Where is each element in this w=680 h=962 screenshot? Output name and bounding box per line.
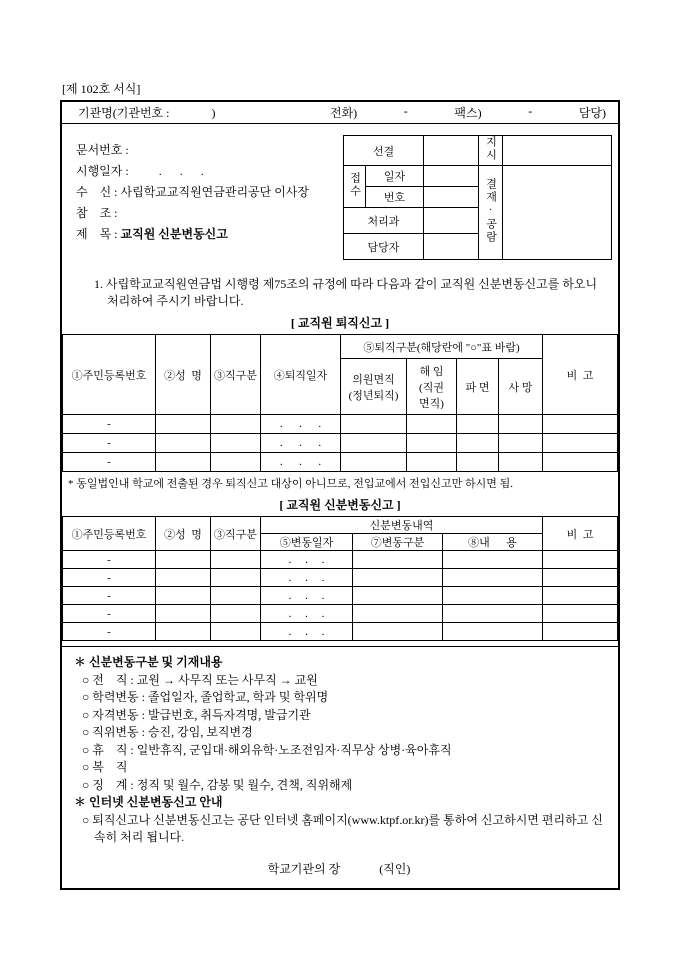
change-date-cell: . . . bbox=[261, 569, 353, 587]
prior-approval-label: 선결 bbox=[344, 136, 424, 166]
reference-line: 참 조 : bbox=[76, 206, 118, 220]
change-row bbox=[63, 551, 618, 569]
dismissal-cell bbox=[407, 434, 457, 453]
remarks-cell bbox=[543, 453, 618, 472]
fax-value: - bbox=[528, 104, 533, 118]
voluntary-resign-line1: 의원면직 bbox=[352, 373, 395, 386]
officer-cell bbox=[424, 234, 479, 260]
change-date-cell: . . . bbox=[261, 587, 353, 605]
discharge-cell bbox=[457, 434, 499, 453]
ssn-cell: - bbox=[63, 434, 156, 453]
receipt-label-cell bbox=[344, 166, 366, 208]
org-header-row bbox=[62, 102, 618, 124]
ssn-cell: - bbox=[63, 415, 156, 434]
change-content-cell bbox=[443, 551, 543, 569]
name-cell bbox=[156, 551, 211, 569]
receipt-number-label: 번호 bbox=[366, 187, 424, 208]
ssn-cell: - bbox=[63, 569, 156, 587]
jobtype-cell bbox=[211, 569, 261, 587]
col-header-ssn: ①주민등록번호 bbox=[63, 335, 156, 415]
subject-label: 제 목 : bbox=[76, 227, 121, 241]
name-cell bbox=[156, 453, 211, 472]
jobtype-cell bbox=[211, 623, 261, 641]
subject-value: 교직원 신분변동신고 bbox=[120, 227, 228, 241]
dismissal-cell bbox=[407, 415, 457, 434]
dismissal-line3: 면직) bbox=[419, 397, 444, 410]
ssn-cell: - bbox=[63, 623, 156, 641]
ssn-cell: - bbox=[63, 551, 156, 569]
jobtype-cell bbox=[211, 587, 261, 605]
change-content-cell bbox=[443, 605, 543, 623]
remarks-cell bbox=[543, 415, 618, 434]
officer-label: 담당자 bbox=[344, 234, 424, 260]
col-header-dismissal bbox=[407, 359, 457, 415]
directive-label-cell bbox=[479, 136, 503, 166]
change-type-cell bbox=[353, 587, 443, 605]
jobtype-cell bbox=[211, 453, 261, 472]
note-item: ○ 직위변동 : 승진, 강임, 보직변경 bbox=[82, 725, 253, 739]
voluntary-cell bbox=[341, 415, 407, 434]
death-cell bbox=[499, 453, 543, 472]
voluntary-cell bbox=[341, 434, 407, 453]
col-header-ssn: ①주민등록번호 bbox=[63, 517, 156, 551]
form-border-box bbox=[60, 100, 620, 890]
change-row bbox=[63, 587, 618, 605]
name-cell bbox=[156, 587, 211, 605]
name-cell bbox=[156, 434, 211, 453]
approval-routing-box bbox=[343, 135, 612, 260]
change-table-title: [ 교직원 신분변동신고 ] bbox=[279, 498, 401, 512]
tel-value: - bbox=[403, 104, 408, 118]
prior-approval-cell bbox=[424, 136, 479, 166]
notes-section bbox=[62, 646, 618, 878]
doc-number-line: 문서번호 : bbox=[76, 143, 129, 157]
retire-date-cell: . . . bbox=[261, 453, 341, 472]
change-type-cell bbox=[353, 569, 443, 587]
col-header-change-content: ⑧내 용 bbox=[443, 534, 543, 551]
col-header-discharge: 파 면 bbox=[457, 359, 499, 415]
retire-table bbox=[62, 334, 618, 472]
col-header-change-date: ⑤변동일자 bbox=[261, 534, 353, 551]
name-cell bbox=[156, 415, 211, 434]
notes-title-internet-guide: ✽ 인터넷 신분변동신고 안내 bbox=[74, 795, 223, 809]
col-header-voluntary-resign bbox=[341, 359, 407, 415]
name-cell bbox=[156, 605, 211, 623]
jobtype-cell bbox=[211, 551, 261, 569]
receipt-number-cell bbox=[424, 187, 479, 208]
remarks-cell bbox=[543, 551, 618, 569]
directive-cell bbox=[503, 136, 612, 166]
change-row bbox=[63, 569, 618, 587]
notes-title-change-types: ✽ 신분변동구분 및 기재내용 bbox=[74, 655, 223, 669]
note-item: ○ 휴 직 : 일반휴직, 군입대·해외유학·노조전임자·직무상 상병·육아휴직 bbox=[82, 742, 452, 757]
change-date-cell: . . . bbox=[261, 551, 353, 569]
retire-row bbox=[63, 434, 618, 453]
change-type-cell bbox=[353, 605, 443, 623]
col-header-jobtype: ③직구분 bbox=[211, 517, 261, 551]
remarks-cell bbox=[543, 587, 618, 605]
tel-label: 전화) bbox=[330, 106, 358, 120]
change-content-cell bbox=[443, 569, 543, 587]
retire-footnote: * 동일법인내 학교에 전출된 경우 퇴직신고 대상이 아니므로, 전입교에서 전입신고만 하시면 됨. bbox=[68, 478, 514, 490]
remarks-cell bbox=[543, 623, 618, 641]
signature-line bbox=[74, 861, 604, 879]
note-item: ○ 복 직 bbox=[82, 760, 128, 774]
voluntary-resign-line2: (정년퇴직) bbox=[348, 389, 399, 402]
retire-date-cell: . . . bbox=[261, 415, 341, 434]
retire-table-title: [ 교직원 퇴직신고 ] bbox=[290, 316, 390, 330]
org-name-field: 기관명(기관번호 : ) bbox=[78, 106, 216, 120]
change-row bbox=[63, 605, 618, 623]
dismissal-cell bbox=[407, 453, 457, 472]
death-cell bbox=[499, 415, 543, 434]
processing-dept-label: 처리과 bbox=[344, 208, 424, 234]
signature-area bbox=[503, 166, 612, 260]
col-header-retire-date: ④퇴직일자 bbox=[261, 335, 341, 415]
receipt-date-label: 일자 bbox=[366, 166, 424, 187]
receipt-date-cell bbox=[424, 166, 479, 187]
seal-placeholder: (직인) bbox=[379, 861, 411, 876]
note-item: ○ 전 직 : 교원 → 사무직 또는 사무직 → 교원 bbox=[82, 672, 318, 687]
retire-row bbox=[63, 415, 618, 434]
ssn-cell: - bbox=[63, 587, 156, 605]
retire-date-cell: . . . bbox=[261, 434, 341, 453]
col-header-change-type: ⑦변동구분 bbox=[353, 534, 443, 551]
ssn-cell: - bbox=[63, 453, 156, 472]
note-item: ○ 자격변동 : 발급번호, 취득자격명, 발급기관 bbox=[82, 707, 311, 722]
ssn-cell: - bbox=[63, 605, 156, 623]
directive-label: 지시 bbox=[484, 136, 497, 162]
jobtype-cell bbox=[211, 605, 261, 623]
col-header-retire-type-group: ⑤퇴직구분(해당란에 "○"표 바람) bbox=[341, 335, 543, 359]
change-type-cell bbox=[353, 623, 443, 641]
approval-circulation-label: 결재·공람 bbox=[484, 178, 497, 244]
remarks-cell bbox=[543, 569, 618, 587]
jobtype-cell bbox=[211, 415, 261, 434]
change-date-cell: . . . bbox=[261, 623, 353, 641]
death-cell bbox=[499, 434, 543, 453]
name-cell bbox=[156, 569, 211, 587]
col-header-jobtype: ③직구분 bbox=[211, 335, 261, 415]
change-content-cell bbox=[443, 587, 543, 605]
recipient-line: 수 신 : 사립학교교직원연금관리공단 이사장 bbox=[76, 185, 309, 199]
note-item: ○ 징 계 : 정직 및 월수, 감봉 및 월수, 견책, 직위해제 bbox=[82, 777, 353, 792]
discharge-cell bbox=[457, 415, 499, 434]
change-row bbox=[63, 623, 618, 641]
name-cell bbox=[156, 623, 211, 641]
doc-info-section bbox=[62, 124, 618, 264]
col-header-name: ②성 명 bbox=[156, 517, 211, 551]
contact-label: 담당) bbox=[578, 106, 606, 120]
remarks-cell bbox=[543, 605, 618, 623]
jobtype-cell bbox=[211, 434, 261, 453]
dismissal-line2: (직권 bbox=[419, 381, 444, 394]
change-date-cell: . . . bbox=[261, 605, 353, 623]
processing-dept-cell bbox=[424, 208, 479, 234]
col-header-remarks: 비 고 bbox=[543, 517, 618, 551]
remarks-cell bbox=[543, 434, 618, 453]
change-content-cell bbox=[443, 623, 543, 641]
change-type-cell bbox=[353, 551, 443, 569]
retire-row bbox=[63, 453, 618, 472]
receipt-label: 접수 bbox=[348, 172, 361, 198]
discharge-cell bbox=[457, 453, 499, 472]
intro-paragraph: 1. 사립학교교직원연금법 시행령 제75조의 규정에 따라 다음과 같이 교직원 신분변동신고를 하오니 처리하여 주시기 바랍니다. bbox=[94, 277, 598, 308]
doc-date-line: 시행일자 : . . . bbox=[76, 164, 204, 178]
col-header-death: 사 망 bbox=[499, 359, 543, 415]
col-header-remarks: 비 고 bbox=[543, 335, 618, 415]
form-number-label: [제 102호 서식] bbox=[62, 82, 141, 96]
fax-label: 팩스) bbox=[454, 106, 482, 120]
change-table bbox=[62, 516, 618, 641]
col-header-change-group: 신분변동내역 bbox=[261, 517, 543, 534]
voluntary-cell bbox=[341, 453, 407, 472]
approval-circulation-label-cell bbox=[479, 166, 503, 260]
col-header-name: ②성 명 bbox=[156, 335, 211, 415]
note-item: ○ 학력변동 : 졸업일자, 졸업학교, 학과 및 학위명 bbox=[82, 690, 329, 704]
header-contact-fields bbox=[330, 104, 606, 121]
internet-note: ○ 퇴직신고나 신분변동신고는 공단 인터넷 홈페이지(www.ktpf.or.kr)를 통하여 신고하시면 편리하고 신속히 처리 됩니다. bbox=[82, 812, 603, 844]
dismissal-line1: 해 임 bbox=[419, 365, 444, 378]
signer-title: 학교기관의 장 bbox=[267, 861, 341, 876]
